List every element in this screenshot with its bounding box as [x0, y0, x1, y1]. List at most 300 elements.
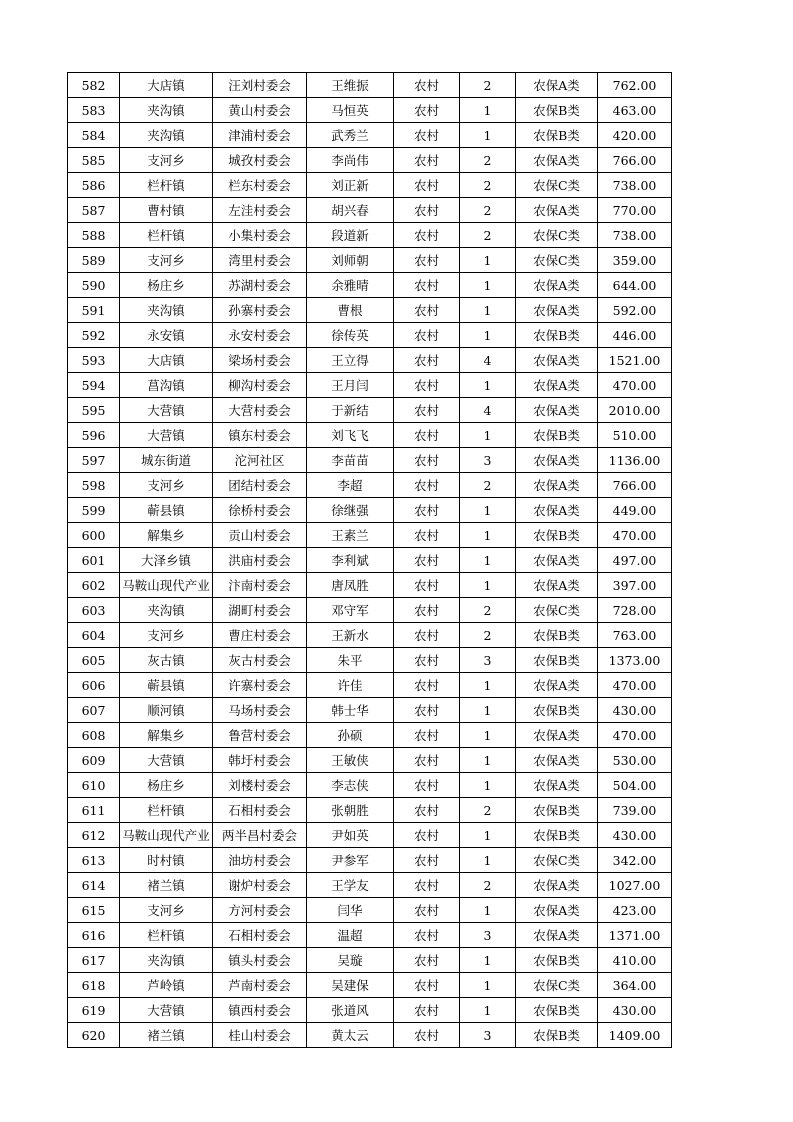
village-cell: 谢炉村委会 — [213, 873, 307, 898]
category-cell: 农保A类 — [516, 73, 598, 98]
town-cell: 支河乡 — [120, 248, 213, 273]
row-number-cell: 618 — [68, 973, 120, 998]
row-number-cell: 608 — [68, 723, 120, 748]
row-number-cell: 582 — [68, 73, 120, 98]
area-type-cell: 农村 — [394, 1023, 460, 1048]
category-cell: 农保B类 — [516, 798, 598, 823]
row-number-cell: 589 — [68, 248, 120, 273]
category-cell: 农保B类 — [516, 823, 598, 848]
table-row — [68, 898, 672, 923]
area-type-cell: 农村 — [394, 698, 460, 723]
town-cell: 大营镇 — [120, 748, 213, 773]
household-count-cell: 2 — [460, 223, 516, 248]
town-cell: 杨庄乡 — [120, 773, 213, 798]
table-row — [68, 923, 672, 948]
village-cell: 洪庙村委会 — [213, 548, 307, 573]
amount-cell: 644.00 — [598, 273, 672, 298]
table-row — [68, 198, 672, 223]
row-number-cell: 597 — [68, 448, 120, 473]
village-cell: 黄山村委会 — [213, 98, 307, 123]
row-number-cell: 596 — [68, 423, 120, 448]
village-cell: 石相村委会 — [213, 923, 307, 948]
category-cell: 农保A类 — [516, 923, 598, 948]
name-cell: 王维振 — [307, 73, 394, 98]
area-type-cell: 农村 — [394, 673, 460, 698]
name-cell: 刘飞飞 — [307, 423, 394, 448]
name-cell: 李利斌 — [307, 548, 394, 573]
town-cell: 支河乡 — [120, 898, 213, 923]
town-cell: 大店镇 — [120, 73, 213, 98]
row-number-cell: 591 — [68, 298, 120, 323]
village-cell: 沱河社区 — [213, 448, 307, 473]
area-type-cell: 农村 — [394, 573, 460, 598]
household-count-cell: 2 — [460, 598, 516, 623]
row-number-cell: 611 — [68, 798, 120, 823]
village-cell: 梁场村委会 — [213, 348, 307, 373]
table-row — [68, 673, 672, 698]
household-count-cell: 1 — [460, 823, 516, 848]
amount-cell: 770.00 — [598, 198, 672, 223]
category-cell: 农保A类 — [516, 298, 598, 323]
row-number-cell: 584 — [68, 123, 120, 148]
table-row — [68, 748, 672, 773]
name-cell: 王立得 — [307, 348, 394, 373]
village-cell: 津浦村委会 — [213, 123, 307, 148]
table-row — [68, 98, 672, 123]
category-cell: 农保A类 — [516, 898, 598, 923]
village-cell: 汪刘村委会 — [213, 73, 307, 98]
table-row — [68, 998, 672, 1023]
household-count-cell: 1 — [460, 273, 516, 298]
area-type-cell: 农村 — [394, 773, 460, 798]
category-cell: 农保B类 — [516, 1023, 598, 1048]
area-type-cell: 农村 — [394, 823, 460, 848]
household-count-cell: 3 — [460, 648, 516, 673]
table-row — [68, 798, 672, 823]
household-count-cell: 2 — [460, 198, 516, 223]
category-cell: 农保B类 — [516, 948, 598, 973]
town-cell: 支河乡 — [120, 148, 213, 173]
table-row — [68, 973, 672, 998]
area-type-cell: 农村 — [394, 798, 460, 823]
category-cell: 农保A类 — [516, 473, 598, 498]
table-row — [68, 473, 672, 498]
household-count-cell: 1 — [460, 898, 516, 923]
name-cell: 闫华 — [307, 898, 394, 923]
category-cell: 农保B类 — [516, 648, 598, 673]
area-type-cell: 农村 — [394, 323, 460, 348]
area-type-cell: 农村 — [394, 998, 460, 1023]
category-cell: 农保A类 — [516, 748, 598, 773]
household-count-cell: 1 — [460, 723, 516, 748]
household-count-cell: 1 — [460, 248, 516, 273]
amount-cell: 766.00 — [598, 473, 672, 498]
amount-cell: 430.00 — [598, 698, 672, 723]
category-cell: 农保A类 — [516, 773, 598, 798]
town-cell: 解集乡 — [120, 723, 213, 748]
row-number-cell: 614 — [68, 873, 120, 898]
area-type-cell: 农村 — [394, 648, 460, 673]
amount-cell: 1027.00 — [598, 873, 672, 898]
amount-cell: 470.00 — [598, 373, 672, 398]
category-cell: 农保A类 — [516, 273, 598, 298]
amount-cell: 738.00 — [598, 173, 672, 198]
row-number-cell: 600 — [68, 523, 120, 548]
amount-cell: 1136.00 — [598, 448, 672, 473]
household-count-cell: 4 — [460, 398, 516, 423]
category-cell: 农保A类 — [516, 348, 598, 373]
village-cell: 湖町村委会 — [213, 598, 307, 623]
household-count-cell: 3 — [460, 448, 516, 473]
table-row — [68, 73, 672, 98]
town-cell: 马鞍山现代产业 — [120, 823, 213, 848]
name-cell: 尹参军 — [307, 848, 394, 873]
household-count-cell: 1 — [460, 848, 516, 873]
town-cell: 褚兰镇 — [120, 873, 213, 898]
town-cell: 大泽乡镇 — [120, 548, 213, 573]
household-count-cell: 2 — [460, 873, 516, 898]
row-number-cell: 605 — [68, 648, 120, 673]
category-cell: 农保B类 — [516, 523, 598, 548]
row-number-cell: 587 — [68, 198, 120, 223]
table-row — [68, 273, 672, 298]
household-count-cell: 2 — [460, 73, 516, 98]
village-cell: 镇东村委会 — [213, 423, 307, 448]
row-number-cell: 604 — [68, 623, 120, 648]
household-count-cell: 1 — [460, 373, 516, 398]
category-cell: 农保A类 — [516, 573, 598, 598]
amount-cell: 342.00 — [598, 848, 672, 873]
area-type-cell: 农村 — [394, 198, 460, 223]
table-row — [68, 698, 672, 723]
village-cell: 大营村委会 — [213, 398, 307, 423]
area-type-cell: 农村 — [394, 973, 460, 998]
name-cell: 于新结 — [307, 398, 394, 423]
amount-cell: 423.00 — [598, 898, 672, 923]
name-cell: 胡兴春 — [307, 198, 394, 223]
category-cell: 农保C类 — [516, 223, 598, 248]
household-count-cell: 1 — [460, 773, 516, 798]
name-cell: 朱平 — [307, 648, 394, 673]
category-cell: 农保C类 — [516, 848, 598, 873]
name-cell: 王月闫 — [307, 373, 394, 398]
table-row — [68, 323, 672, 348]
table-row — [68, 398, 672, 423]
area-type-cell: 农村 — [394, 173, 460, 198]
town-cell: 杨庄乡 — [120, 273, 213, 298]
household-count-cell: 1 — [460, 123, 516, 148]
table-row — [68, 498, 672, 523]
household-count-cell: 1 — [460, 573, 516, 598]
table-row — [68, 223, 672, 248]
town-cell: 大营镇 — [120, 398, 213, 423]
row-number-cell: 601 — [68, 548, 120, 573]
village-cell: 镇西村委会 — [213, 998, 307, 1023]
town-cell: 大营镇 — [120, 423, 213, 448]
area-type-cell: 农村 — [394, 248, 460, 273]
area-type-cell: 农村 — [394, 148, 460, 173]
town-cell: 栏杆镇 — [120, 223, 213, 248]
village-cell: 贡山村委会 — [213, 523, 307, 548]
area-type-cell: 农村 — [394, 748, 460, 773]
amount-cell: 592.00 — [598, 298, 672, 323]
table-body — [68, 73, 672, 1048]
town-cell: 支河乡 — [120, 473, 213, 498]
area-type-cell: 农村 — [394, 923, 460, 948]
amount-cell: 1371.00 — [598, 923, 672, 948]
town-cell: 栏杆镇 — [120, 923, 213, 948]
name-cell: 徐传英 — [307, 323, 394, 348]
table-row — [68, 348, 672, 373]
village-cell: 桂山村委会 — [213, 1023, 307, 1048]
village-cell: 城孜村委会 — [213, 148, 307, 173]
category-cell: 农保B类 — [516, 998, 598, 1023]
village-cell: 永安村委会 — [213, 323, 307, 348]
household-count-cell: 2 — [460, 173, 516, 198]
town-cell: 支河乡 — [120, 623, 213, 648]
category-cell: 农保A类 — [516, 373, 598, 398]
town-cell: 栏杆镇 — [120, 798, 213, 823]
amount-cell: 728.00 — [598, 598, 672, 623]
household-count-cell: 1 — [460, 298, 516, 323]
village-cell: 曹庄村委会 — [213, 623, 307, 648]
area-type-cell: 农村 — [394, 598, 460, 623]
table-row — [68, 298, 672, 323]
town-cell: 蕲县镇 — [120, 498, 213, 523]
amount-cell: 430.00 — [598, 823, 672, 848]
category-cell: 农保A类 — [516, 448, 598, 473]
name-cell: 王学友 — [307, 873, 394, 898]
row-number-cell: 585 — [68, 148, 120, 173]
row-number-cell: 599 — [68, 498, 120, 523]
town-cell: 夹沟镇 — [120, 598, 213, 623]
category-cell: 农保C类 — [516, 173, 598, 198]
town-cell: 夹沟镇 — [120, 98, 213, 123]
town-cell: 夹沟镇 — [120, 123, 213, 148]
household-count-cell: 1 — [460, 423, 516, 448]
name-cell: 唐凤胜 — [307, 573, 394, 598]
category-cell: 农保B类 — [516, 98, 598, 123]
town-cell: 芦岭镇 — [120, 973, 213, 998]
name-cell: 马恒英 — [307, 98, 394, 123]
village-cell: 刘楼村委会 — [213, 773, 307, 798]
town-cell: 曹村镇 — [120, 198, 213, 223]
row-number-cell: 610 — [68, 773, 120, 798]
row-number-cell: 617 — [68, 948, 120, 973]
row-number-cell: 615 — [68, 898, 120, 923]
town-cell: 蕲县镇 — [120, 673, 213, 698]
town-cell: 菖沟镇 — [120, 373, 213, 398]
table-row — [68, 823, 672, 848]
amount-cell: 1373.00 — [598, 648, 672, 673]
village-cell: 油坊村委会 — [213, 848, 307, 873]
category-cell: 农保A类 — [516, 673, 598, 698]
town-cell: 大店镇 — [120, 348, 213, 373]
table-row — [68, 598, 672, 623]
household-count-cell: 1 — [460, 998, 516, 1023]
village-cell: 苏湖村委会 — [213, 273, 307, 298]
row-number-cell: 613 — [68, 848, 120, 873]
amount-cell: 2010.00 — [598, 398, 672, 423]
amount-cell: 446.00 — [598, 323, 672, 348]
area-type-cell: 农村 — [394, 523, 460, 548]
area-type-cell: 农村 — [394, 498, 460, 523]
name-cell: 王新水 — [307, 623, 394, 648]
area-type-cell: 农村 — [394, 848, 460, 873]
table-row — [68, 848, 672, 873]
amount-cell: 359.00 — [598, 248, 672, 273]
row-number-cell: 616 — [68, 923, 120, 948]
household-count-cell: 1 — [460, 98, 516, 123]
name-cell: 张道风 — [307, 998, 394, 1023]
amount-cell: 762.00 — [598, 73, 672, 98]
area-type-cell: 农村 — [394, 348, 460, 373]
village-cell: 栏东村委会 — [213, 173, 307, 198]
table-row — [68, 148, 672, 173]
household-count-cell: 2 — [460, 473, 516, 498]
category-cell: 农保A类 — [516, 398, 598, 423]
village-cell: 马场村委会 — [213, 698, 307, 723]
household-count-cell: 2 — [460, 798, 516, 823]
area-type-cell: 农村 — [394, 273, 460, 298]
town-cell: 马鞍山现代产业 — [120, 573, 213, 598]
village-cell: 芦南村委会 — [213, 973, 307, 998]
name-cell: 曹根 — [307, 298, 394, 323]
amount-cell: 364.00 — [598, 973, 672, 998]
row-number-cell: 586 — [68, 173, 120, 198]
village-cell: 徐桥村委会 — [213, 498, 307, 523]
town-cell: 夹沟镇 — [120, 298, 213, 323]
row-number-cell: 602 — [68, 573, 120, 598]
area-type-cell: 农村 — [394, 223, 460, 248]
amount-cell: 420.00 — [598, 123, 672, 148]
table-row — [68, 648, 672, 673]
row-number-cell: 607 — [68, 698, 120, 723]
name-cell: 李超 — [307, 473, 394, 498]
village-cell: 镇头村委会 — [213, 948, 307, 973]
amount-cell: 463.00 — [598, 98, 672, 123]
amount-cell: 1409.00 — [598, 1023, 672, 1048]
town-cell: 顺河镇 — [120, 698, 213, 723]
table-row — [68, 423, 672, 448]
category-cell: 农保B类 — [516, 698, 598, 723]
household-count-cell: 1 — [460, 698, 516, 723]
category-cell: 农保A类 — [516, 498, 598, 523]
table-row — [68, 123, 672, 148]
area-type-cell: 农村 — [394, 948, 460, 973]
category-cell: 农保B类 — [516, 323, 598, 348]
category-cell: 农保A类 — [516, 548, 598, 573]
table-row — [68, 623, 672, 648]
village-cell: 汴南村委会 — [213, 573, 307, 598]
category-cell: 农保C类 — [516, 973, 598, 998]
row-number-cell: 595 — [68, 398, 120, 423]
village-cell: 韩圩村委会 — [213, 748, 307, 773]
town-cell: 大营镇 — [120, 998, 213, 1023]
town-cell: 栏杆镇 — [120, 173, 213, 198]
row-number-cell: 592 — [68, 323, 120, 348]
amount-cell: 470.00 — [598, 723, 672, 748]
amount-cell: 738.00 — [598, 223, 672, 248]
town-cell: 夹沟镇 — [120, 948, 213, 973]
area-type-cell: 农村 — [394, 623, 460, 648]
category-cell: 农保A类 — [516, 723, 598, 748]
amount-cell: 497.00 — [598, 548, 672, 573]
amount-cell: 470.00 — [598, 523, 672, 548]
village-cell: 小集村委会 — [213, 223, 307, 248]
name-cell: 孙硕 — [307, 723, 394, 748]
amount-cell: 449.00 — [598, 498, 672, 523]
village-cell: 左洼村委会 — [213, 198, 307, 223]
row-number-cell: 612 — [68, 823, 120, 848]
row-number-cell: 606 — [68, 673, 120, 698]
name-cell: 吴建保 — [307, 973, 394, 998]
village-cell: 方河村委会 — [213, 898, 307, 923]
row-number-cell: 588 — [68, 223, 120, 248]
town-cell: 褚兰镇 — [120, 1023, 213, 1048]
area-type-cell: 农村 — [394, 398, 460, 423]
household-count-cell: 3 — [460, 923, 516, 948]
amount-cell: 510.00 — [598, 423, 672, 448]
village-cell: 灰古村委会 — [213, 648, 307, 673]
household-count-cell: 2 — [460, 623, 516, 648]
area-type-cell: 农村 — [394, 423, 460, 448]
area-type-cell: 农村 — [394, 298, 460, 323]
name-cell: 武秀兰 — [307, 123, 394, 148]
amount-cell: 739.00 — [598, 798, 672, 823]
name-cell: 邓守军 — [307, 598, 394, 623]
area-type-cell: 农村 — [394, 548, 460, 573]
name-cell: 张朝胜 — [307, 798, 394, 823]
name-cell: 吴璇 — [307, 948, 394, 973]
name-cell: 刘正新 — [307, 173, 394, 198]
row-number-cell: 593 — [68, 348, 120, 373]
area-type-cell: 农村 — [394, 448, 460, 473]
table-row — [68, 873, 672, 898]
table-row — [68, 173, 672, 198]
amount-cell: 766.00 — [598, 148, 672, 173]
row-number-cell: 619 — [68, 998, 120, 1023]
village-cell: 柳沟村委会 — [213, 373, 307, 398]
table-row — [68, 523, 672, 548]
name-cell: 徐继强 — [307, 498, 394, 523]
category-cell: 农保C类 — [516, 598, 598, 623]
name-cell: 许佳 — [307, 673, 394, 698]
area-type-cell: 农村 — [394, 873, 460, 898]
village-cell: 湾里村委会 — [213, 248, 307, 273]
name-cell: 王敏侠 — [307, 748, 394, 773]
village-cell: 鲁营村委会 — [213, 723, 307, 748]
household-count-cell: 1 — [460, 323, 516, 348]
name-cell: 黄太云 — [307, 1023, 394, 1048]
household-count-cell: 3 — [460, 1023, 516, 1048]
name-cell: 段道新 — [307, 223, 394, 248]
name-cell: 余雅晴 — [307, 273, 394, 298]
area-type-cell: 农村 — [394, 123, 460, 148]
table-row — [68, 548, 672, 573]
table-row — [68, 1023, 672, 1048]
area-type-cell: 农村 — [394, 723, 460, 748]
amount-cell: 504.00 — [598, 773, 672, 798]
row-number-cell: 594 — [68, 373, 120, 398]
table-row — [68, 448, 672, 473]
table-row — [68, 723, 672, 748]
household-count-cell: 2 — [460, 148, 516, 173]
area-type-cell: 农村 — [394, 473, 460, 498]
name-cell: 温超 — [307, 923, 394, 948]
row-number-cell: 598 — [68, 473, 120, 498]
amount-cell: 430.00 — [598, 998, 672, 1023]
